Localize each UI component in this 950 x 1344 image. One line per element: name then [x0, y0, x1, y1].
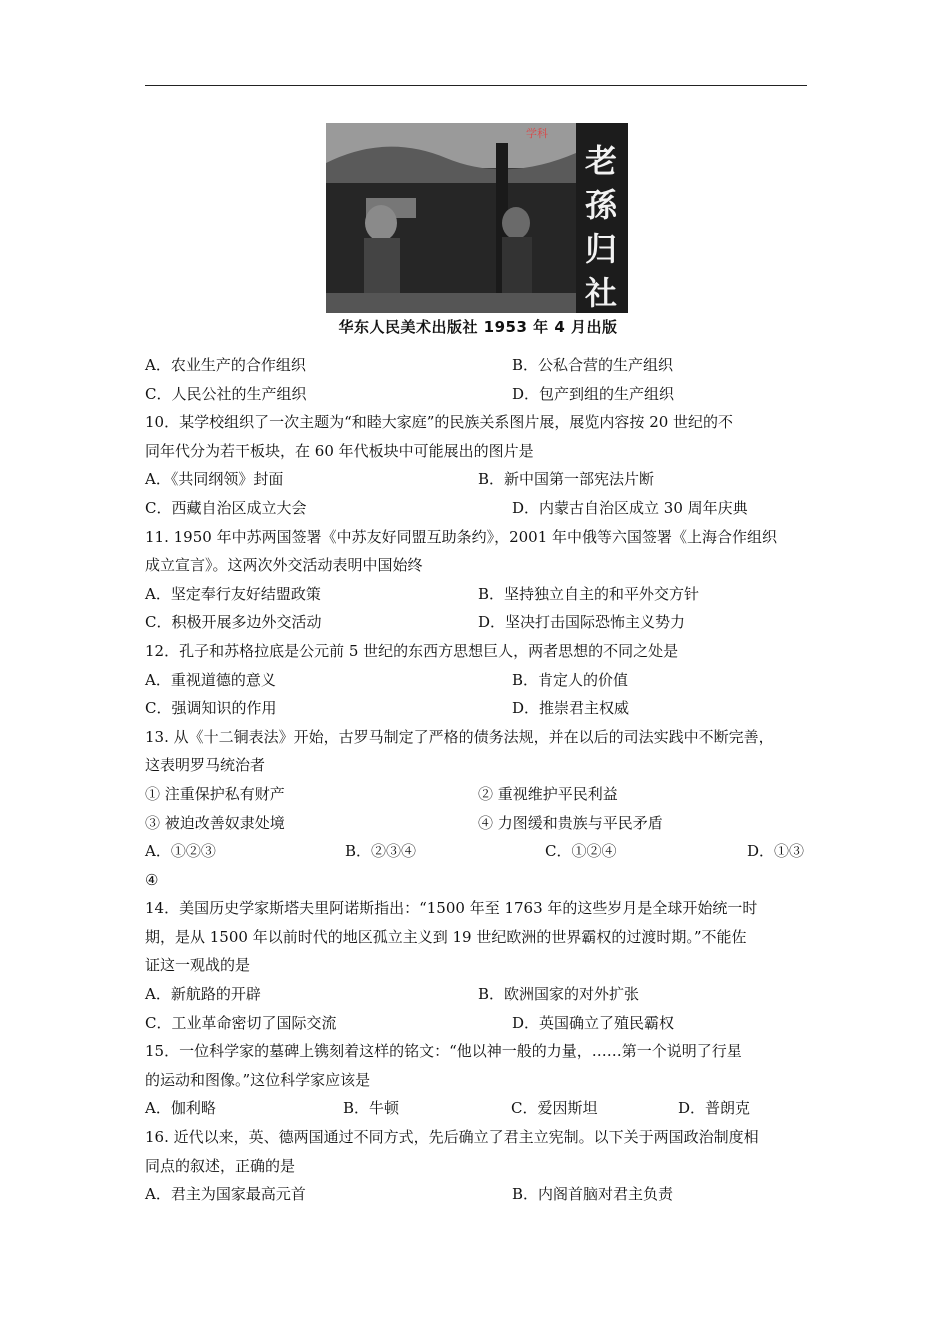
q15-stem: 的运动和图像。”这位科学家应该是 — [145, 1070, 371, 1089]
q11-stem: 11. 1950 年中苏两国签署《中苏友好同盟互助条约》，2001 年中俄等六国签署《上海合作组织 — [145, 527, 778, 546]
q14-options-row-1 — [145, 980, 807, 1009]
q10-stem: 同年代分为若干板块，在 60 年代板块中可能展出的图片是 — [145, 441, 534, 460]
q16-option-a[interactable]: A．君主为国家最高元首 — [145, 1185, 306, 1204]
q13-item-4: ④ 力图缓和贵族与平民矛盾 — [478, 813, 663, 832]
q10-options-row-1 — [145, 465, 807, 494]
q13-item-3: ③ 被迫改善奴隶处境 — [145, 813, 285, 832]
q14-stem: 14．美国历史学家斯塔夫里阿诺斯指出：“1500 年至 1763 年的这些岁月是全球开始统一时 — [145, 899, 758, 918]
q11-option-b[interactable]: B．坚持独立自主的和平外交方针 — [478, 584, 700, 603]
q14-stem: 期，是从 1500 年以前时代的地区孤立主义到 19 世纪欧洲的世界霸权的过渡时期。”不能佐 — [145, 927, 747, 946]
q12-option-d[interactable]: D．推崇君主权威 — [512, 699, 630, 718]
q13-stem: 13. 从《十二铜表法》开始，古罗马制定了严格的债务法规，并在以后的司法实践中不断完善， — [145, 727, 774, 746]
header-rule — [145, 85, 807, 86]
q15-option-c[interactable]: C．爱因斯坦 — [511, 1099, 598, 1118]
q16-stem: 16. 近代以来，英、德两国通过不同方式，先后确立了君主立宪制。以下关于两国政治制度相 — [145, 1128, 759, 1147]
poster-watermark: 学科 — [526, 127, 548, 140]
poster-caption: 华东人民美术出版社 1953 年 4 月出版 — [326, 315, 630, 339]
q11-options-row-2 — [145, 608, 807, 637]
poster-image — [326, 123, 628, 313]
q12-option-c[interactable]: C．强调知识的作用 — [145, 699, 277, 718]
q15-stem: 15．一位科学家的墓碑上镌刻着这样的铭文：“他以神一般的力量，……第一个说明了行星 — [145, 1042, 742, 1061]
q13-option-a[interactable]: A．①②③ — [145, 842, 216, 861]
q9-option-d[interactable]: D．包产到组的生产组织 — [512, 384, 675, 403]
q14-option-a[interactable]: A．新航路的开辟 — [145, 985, 261, 1004]
q16-stem: 同点的叙述，正确的是 — [145, 1156, 296, 1175]
q11-option-c[interactable]: C．积极开展多边外交活动 — [145, 613, 322, 632]
q14-option-b[interactable]: B．欧洲国家的对外扩张 — [478, 985, 640, 1004]
poster-title-char: 社 — [584, 274, 617, 312]
q9-option-a[interactable]: A．农业生产的合作组织 — [145, 356, 306, 374]
q13-item-1: ① 注重保护私有财产 — [145, 784, 285, 803]
poster-title-char: 归 — [584, 230, 617, 268]
q13-options-row — [145, 837, 807, 866]
q9-option-b[interactable]: B．公私合营的生产组织 — [512, 356, 674, 374]
question-list — [145, 351, 807, 1209]
q11-option-a[interactable]: A．坚定奉行友好结盟政策 — [145, 584, 321, 603]
q15-option-b[interactable]: B．牛顿 — [343, 1099, 400, 1118]
q14-stem: 证这一观战的是 — [145, 956, 251, 975]
q15-option-a[interactable]: A．伽利略 — [145, 1099, 216, 1118]
q12-options-row-2 — [145, 694, 807, 723]
q9-options-row-1 — [145, 351, 807, 380]
poster-title — [580, 139, 622, 313]
q13-items-row-2 — [145, 809, 807, 838]
q16-option-b[interactable]: B．内阁首脑对君主负责 — [512, 1185, 674, 1204]
q14-option-c[interactable]: C．工业革命密切了国际交流 — [145, 1013, 337, 1032]
q12-stem: 12．孔子和苏格拉底是公元前 5 世纪的东西方思想巨人，两者思想的不同之处是 — [145, 641, 679, 660]
q11-options-row-1 — [145, 580, 807, 609]
q9-options-row-2 — [145, 380, 807, 409]
q12-option-a[interactable]: A．重视道德的意义 — [145, 670, 276, 689]
q15-option-d[interactable]: D．普朗克 — [678, 1099, 751, 1118]
q13-option-d-wrap: ④ — [145, 870, 159, 889]
q13-items-row-1 — [145, 780, 807, 809]
q10-option-d[interactable]: D．内蒙古自治区成立 30 周年庆典 — [512, 498, 748, 517]
q13-option-c[interactable]: C．①②④ — [545, 842, 617, 861]
q10-option-a[interactable]: A．《共同纲领》封面 — [145, 470, 284, 489]
q9-option-c[interactable]: C．人民公社的生产组织 — [145, 384, 307, 403]
q14-option-d[interactable]: D．英国确立了殖民霸权 — [512, 1013, 675, 1032]
q10-option-c[interactable]: C．西藏自治区成立大会 — [145, 498, 307, 517]
q10-option-b[interactable]: B．新中国第一部宪法片断 — [478, 470, 655, 489]
q13-option-d[interactable]: D．①③ — [747, 842, 805, 861]
q10-stem: 10．某学校组织了一次主题为“和睦大家庭”的民族关系图片展，展览内容按 20 世纪的不 — [145, 413, 734, 432]
q11-option-d[interactable]: D．坚决打击国际恐怖主义势力 — [478, 613, 686, 632]
q13-stem: 这表明罗马统治者 — [145, 756, 266, 775]
q10-options-row-2 — [145, 494, 807, 523]
q16-options-row-1 — [145, 1180, 807, 1209]
poster-title-char: 老 — [584, 142, 617, 180]
q12-option-b[interactable]: B．肯定人的价值 — [512, 670, 629, 689]
q12-options-row-1 — [145, 666, 807, 695]
q13-option-b[interactable]: B．②③④ — [345, 842, 417, 861]
q14-options-row-2 — [145, 1009, 807, 1038]
q11-stem: 成立宣言》。这两次外交活动表明中国始终 — [145, 556, 423, 575]
q15-options-row — [145, 1094, 807, 1123]
poster-title-char: 孫 — [584, 186, 617, 224]
q13-item-2: ② 重视维护平民利益 — [478, 784, 618, 803]
